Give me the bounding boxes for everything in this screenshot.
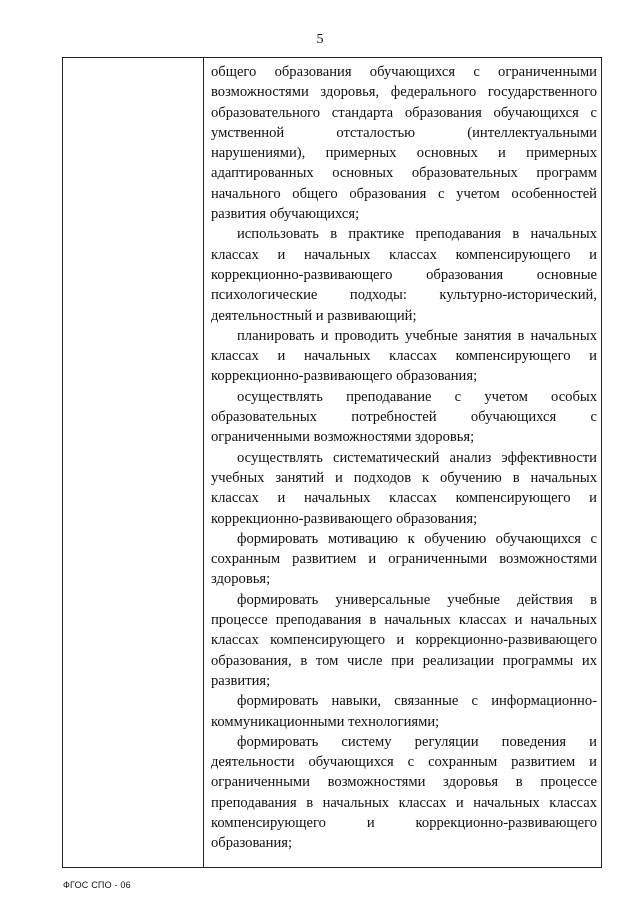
paragraph-psychological-approaches: использовать в практике преподавания в начальных классах и начальных классах компенсирующего и коррекционно-развивающего образования основные психологические подходы: культурно-исторический, деятельностный и развивающий; xyxy=(211,226,597,324)
paragraph-continuation: общего образования обучающихся с ограниченными возможностями здоровья, федерального государственного образовательного стандарта образования обучающихся с умственной отсталостью (интеллектуальными нарушениями), примерных основных и примерных адаптированных основных образовательных программ начального общего образования с учетом особенностей развития обучающихся; xyxy=(211,64,597,223)
paragraph-ict-skills: формировать навыки, связанные с информационно-коммуникационными технологиями; xyxy=(211,693,597,730)
table-column-divider xyxy=(203,58,204,867)
paragraph-behavior-regulation: формировать систему регуляции поведения и деятельности обучающихся с сохранным развитием и ограниченными возможностями здоровья в процессе преподавания в начальных классах и начальных классах компенсирующего и коррекционно-развивающего образования; xyxy=(211,733,597,852)
table-cell-content xyxy=(211,62,597,854)
paragraph-effectiveness-analysis: осуществлять систематический анализ эффективности учебных занятий и подходов к обучению в начальных классах и начальных классах компенсирующего и коррекционно-развивающего образования; xyxy=(211,449,597,527)
page-number: 5 xyxy=(316,32,324,47)
paragraph-special-needs-teaching: осуществлять преподавание с учетом особых образовательных потребностей обучающихся с ограниченными возможностями здоровья; xyxy=(211,388,597,446)
paragraph-universal-actions: формировать универсальные учебные действия в процессе преподавания в начальных классах и начальных классах компенсирующего и коррекционно-развивающего образования, в том числе при реализации программы их развития; xyxy=(211,591,597,689)
paragraph-motivation: формировать мотивацию к обучению обучающихся с сохранным развитием и ограниченными возможностями здоровья; xyxy=(211,530,597,588)
content-table xyxy=(62,57,602,868)
document-code-footer: ФГОС СПО - 06 xyxy=(63,880,131,890)
paragraph-plan-lessons: планировать и проводить учебные занятия в начальных классах и начальных классах компенсирующего и коррекционно-развивающего образования; xyxy=(211,327,597,385)
